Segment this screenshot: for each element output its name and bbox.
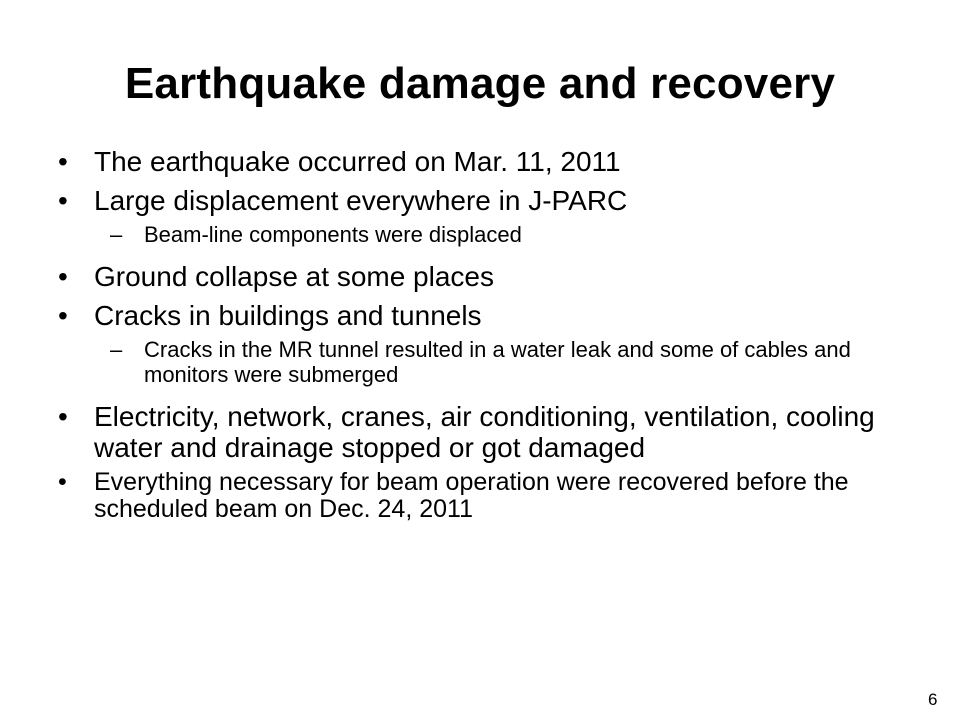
page-number: 6 <box>928 690 938 709</box>
bullet-marker: • <box>58 401 68 432</box>
sub-bullet-text: Beam-line components were displaced <box>144 222 522 247</box>
bullet-text: Cracks in buildings and tunnels <box>94 300 482 331</box>
bullet-text: Large displacement everywhere in J-PARC <box>94 185 628 216</box>
bullet-marker: • <box>58 468 67 496</box>
bullet-item-ground-collapse <box>58 261 918 292</box>
bullet-item-earthquake-date <box>58 146 918 177</box>
sub-bullet-marker: – <box>110 337 123 362</box>
sub-bullet-marker: – <box>110 222 123 247</box>
sub-bullet-item-water-leak <box>58 337 918 387</box>
bullet-text: Electricity, network, cranes, air conditioning, ventilation, cooling water and drainage stopped or got damaged <box>94 401 875 463</box>
bullet-text: Ground collapse at some places <box>94 261 494 292</box>
bullet-marker: • <box>58 261 68 292</box>
bullet-item-recovery <box>58 469 918 523</box>
bullet-item-infrastructure <box>58 401 918 463</box>
slide-title: Earthquake damage and recovery <box>124 59 836 108</box>
bullet-text: The earthquake occurred on Mar. 11, 2011 <box>94 146 621 177</box>
bullet-marker: • <box>58 185 68 216</box>
sub-bullet-text: Cracks in the MR tunnel resulted in a water leak and some of cables and monitors were submerged <box>144 337 851 387</box>
bullet-marker: • <box>58 300 68 331</box>
bullet-text: Everything necessary for beam operation were recovered before the scheduled beam on Dec. 24, 2011 <box>94 468 849 523</box>
sub-bullet-item-beamline <box>58 222 918 247</box>
bullet-marker: • <box>58 146 68 177</box>
bullet-item-displacement <box>58 185 918 216</box>
bullet-list <box>58 146 918 523</box>
bullet-item-cracks <box>58 300 918 331</box>
